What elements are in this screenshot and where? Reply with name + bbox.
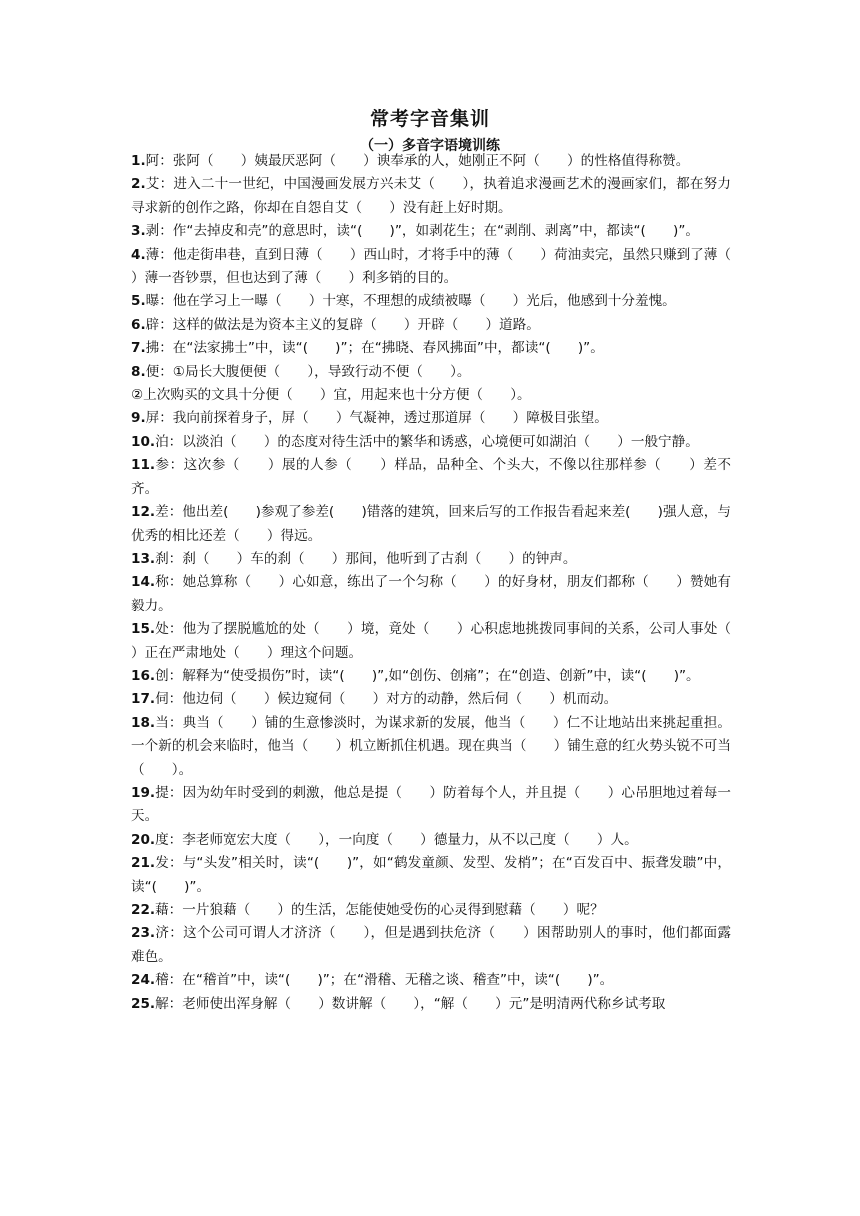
item-number: 21. [131, 855, 156, 872]
exercise-item [131, 548, 731, 571]
item-number: 14. [131, 574, 156, 591]
item-number: 2. [131, 176, 146, 193]
exercise-item [131, 969, 731, 992]
item-text: 称：她总算称（ ）心如意，练出了一个匀称（ ）的好身材，朋友们都称（ ）赞她有毅力。 [131, 574, 731, 614]
item-text: 薄：他走街串巷，直到日薄（ ）西山时，才将手中的薄（ ）荷油卖完，虽然只赚到了薄（ ）薄一沓钞票，但也达到了薄（ ）利多销的目的。 [131, 246, 759, 287]
item-number: 19. [131, 784, 156, 801]
exercise-item [131, 220, 731, 243]
exercise-item [131, 782, 731, 829]
item-number: 24. [131, 972, 156, 989]
item-text: 伺：他边伺（ ）候边窥伺（ ）对方的动静，然后伺（ ）机而动。 [155, 691, 618, 708]
item-number: 8. [131, 363, 146, 380]
item-number: 7. [131, 340, 146, 357]
item-number: 23. [131, 925, 156, 942]
item-text: 当：典当（ ）铺的生意惨淡时，为谋求新的发展，他当（ ）仁不让地站出来挑起重担。一个新的机会来临时，他当（ ）机立断抓住机遇。现在典当（ ）铺生意的红火势头锐不可当（ ）。 [131, 714, 731, 778]
item-number: 17. [131, 691, 156, 708]
exercise-item [131, 665, 731, 688]
item-text: 参：这次参（ ）展的人参（ ）样品，品种全、个头大，不像以往那样参（ ）差不齐。 [131, 457, 731, 497]
item-text: 曝：他在学习上一曝（ ）十寒，不理想的成绩被曝（ ）光后，他感到十分羞愧。 [145, 293, 676, 310]
item-text: 阿：张阿（ ）姨最厌恶阿（ ）谀奉承的人，她刚正不阿（ ）的性格值得称赞。 [145, 153, 690, 169]
item-text: 艾：进入二十一世纪，中国漫画发展方兴未艾（ ），执着追求漫画艺术的漫画家们，都在努力寻求新的创作之路，你却在自怨自艾（ ）没有赶上好时期。 [131, 176, 731, 216]
exercise-item [131, 407, 731, 430]
exercise-item [131, 244, 759, 291]
exercise-item [131, 688, 731, 711]
exercise-item [131, 384, 731, 407]
item-text: 稽：在“稽首”中，读“( )”；在“滑稽、无稽之谈、稽查”中，读“( )”。 [155, 972, 614, 989]
exercise-item [131, 829, 731, 852]
item-text: 差：他出差( )参观了参差( )错落的建筑，回来后写的工作报告看起来差( )强人意，与优秀的相比还差（ ）得远。 [131, 504, 731, 544]
item-number: 13. [131, 550, 156, 567]
item-number: 3. [131, 223, 146, 240]
item-text: 刹：刹（ ）车的刹（ ）那间，他听到了古刹（ ）的钟声。 [155, 550, 577, 567]
exercise-list [131, 150, 759, 1016]
item-text: 处：他为了摆脱尴尬的处（ ）境，竟处（ ）心积虑地挑拨同事间的关系，公司人事处（ ）正在严肃地处（ ）理这个问题。 [131, 621, 759, 661]
document-title: 常考字音集训 [369, 108, 490, 130]
section-subtitle: （一）多音字语境训练 [360, 138, 500, 154]
item-text: ②上次购买的文具十分便（ ）宜，用起来也十分方便（ ）。 [131, 387, 531, 404]
item-text: 提：因为幼年时受到的刺激，他总是提（ ）防着每个人，并且提（ ）心吊胆地过着每一天。 [131, 784, 731, 825]
exercise-item [131, 501, 731, 548]
item-number: 18. [131, 714, 156, 731]
item-number: 5. [131, 293, 146, 310]
item-number: 20. [131, 831, 156, 848]
item-text: 剥：作“去掉皮和壳”的意思时，读“( )”，如剥花生；在“剥削、剥离”中，都读“( )”。 [145, 223, 699, 240]
item-text: 藉：一片狼藉（ ）的生活，怎能使她受伤的心灵得到慰藉（ ）呢？ [155, 902, 604, 918]
exercise-item [131, 618, 759, 665]
item-text: 拂：在“法家拂士”中，读“( )”；在“拂晓、春风拂面”中，都读“( )”。 [145, 340, 604, 357]
exercise-item [131, 922, 731, 969]
exercise-item [131, 361, 731, 384]
exercise-item [131, 852, 731, 899]
item-number: 25. [131, 995, 156, 1012]
exercise-item [131, 173, 731, 220]
item-number: 6. [131, 316, 146, 333]
item-number: 1. [131, 153, 146, 169]
exercise-item [131, 712, 731, 782]
exercise-item [131, 899, 731, 922]
exercise-item [131, 571, 731, 618]
exercise-item [131, 431, 731, 454]
item-text: 发：与“头发”相关时，读“( )”，如“鹤发童颜、发型、发梢”；在“百发百中、振聋发聩”中，读“( )”。 [131, 855, 731, 895]
item-text: 济：这个公司可谓人才济济（ ），但是遇到扶危济（ ）困帮助别人的事时，他们都面露难色。 [131, 925, 731, 965]
item-number: 15. [131, 621, 156, 638]
item-text: 度：李老师宽宏大度（ ），一向度（ ）德量力，从不以己度（ ）人。 [155, 831, 638, 848]
item-text: 辟：这样的做法是为资本主义的复辟（ ）开辟（ ）道路。 [145, 316, 540, 333]
exercise-item [131, 993, 731, 1016]
item-text: 泊：以淡泊（ ）的态度对待生活中的繁华和诱惑，心境便可如湖泊（ ）一般宁静。 [155, 433, 699, 450]
exercise-item [131, 337, 731, 360]
item-number: 9. [131, 410, 146, 427]
exercise-item [131, 454, 731, 501]
item-number: 22. [131, 902, 156, 918]
item-number: 12. [131, 504, 156, 521]
exercise-item [131, 290, 731, 313]
item-text: 便：①局长大腹便便（ ），导致行动不便（ ）。 [145, 363, 471, 380]
item-number: 11. [131, 457, 156, 474]
item-text: 屏：我向前探着身子，屏（ ）气凝神，透过那道屏（ ）障极目张望。 [145, 410, 608, 427]
item-number: 16. [131, 667, 156, 684]
item-number: 10. [131, 433, 156, 450]
item-text: 解：老师使出浑身解（ ）数讲解（ ），“解（ ）元”是明清两代称乡试考取 [155, 995, 666, 1012]
exercise-item [131, 314, 731, 337]
item-number: 4. [131, 246, 146, 263]
item-text: 创：解释为“使受损伤”时，读“( )”,如“创伤、创痛”；在“创造、创新”中，读“( )”。 [155, 667, 700, 684]
exercise-item [131, 150, 731, 173]
